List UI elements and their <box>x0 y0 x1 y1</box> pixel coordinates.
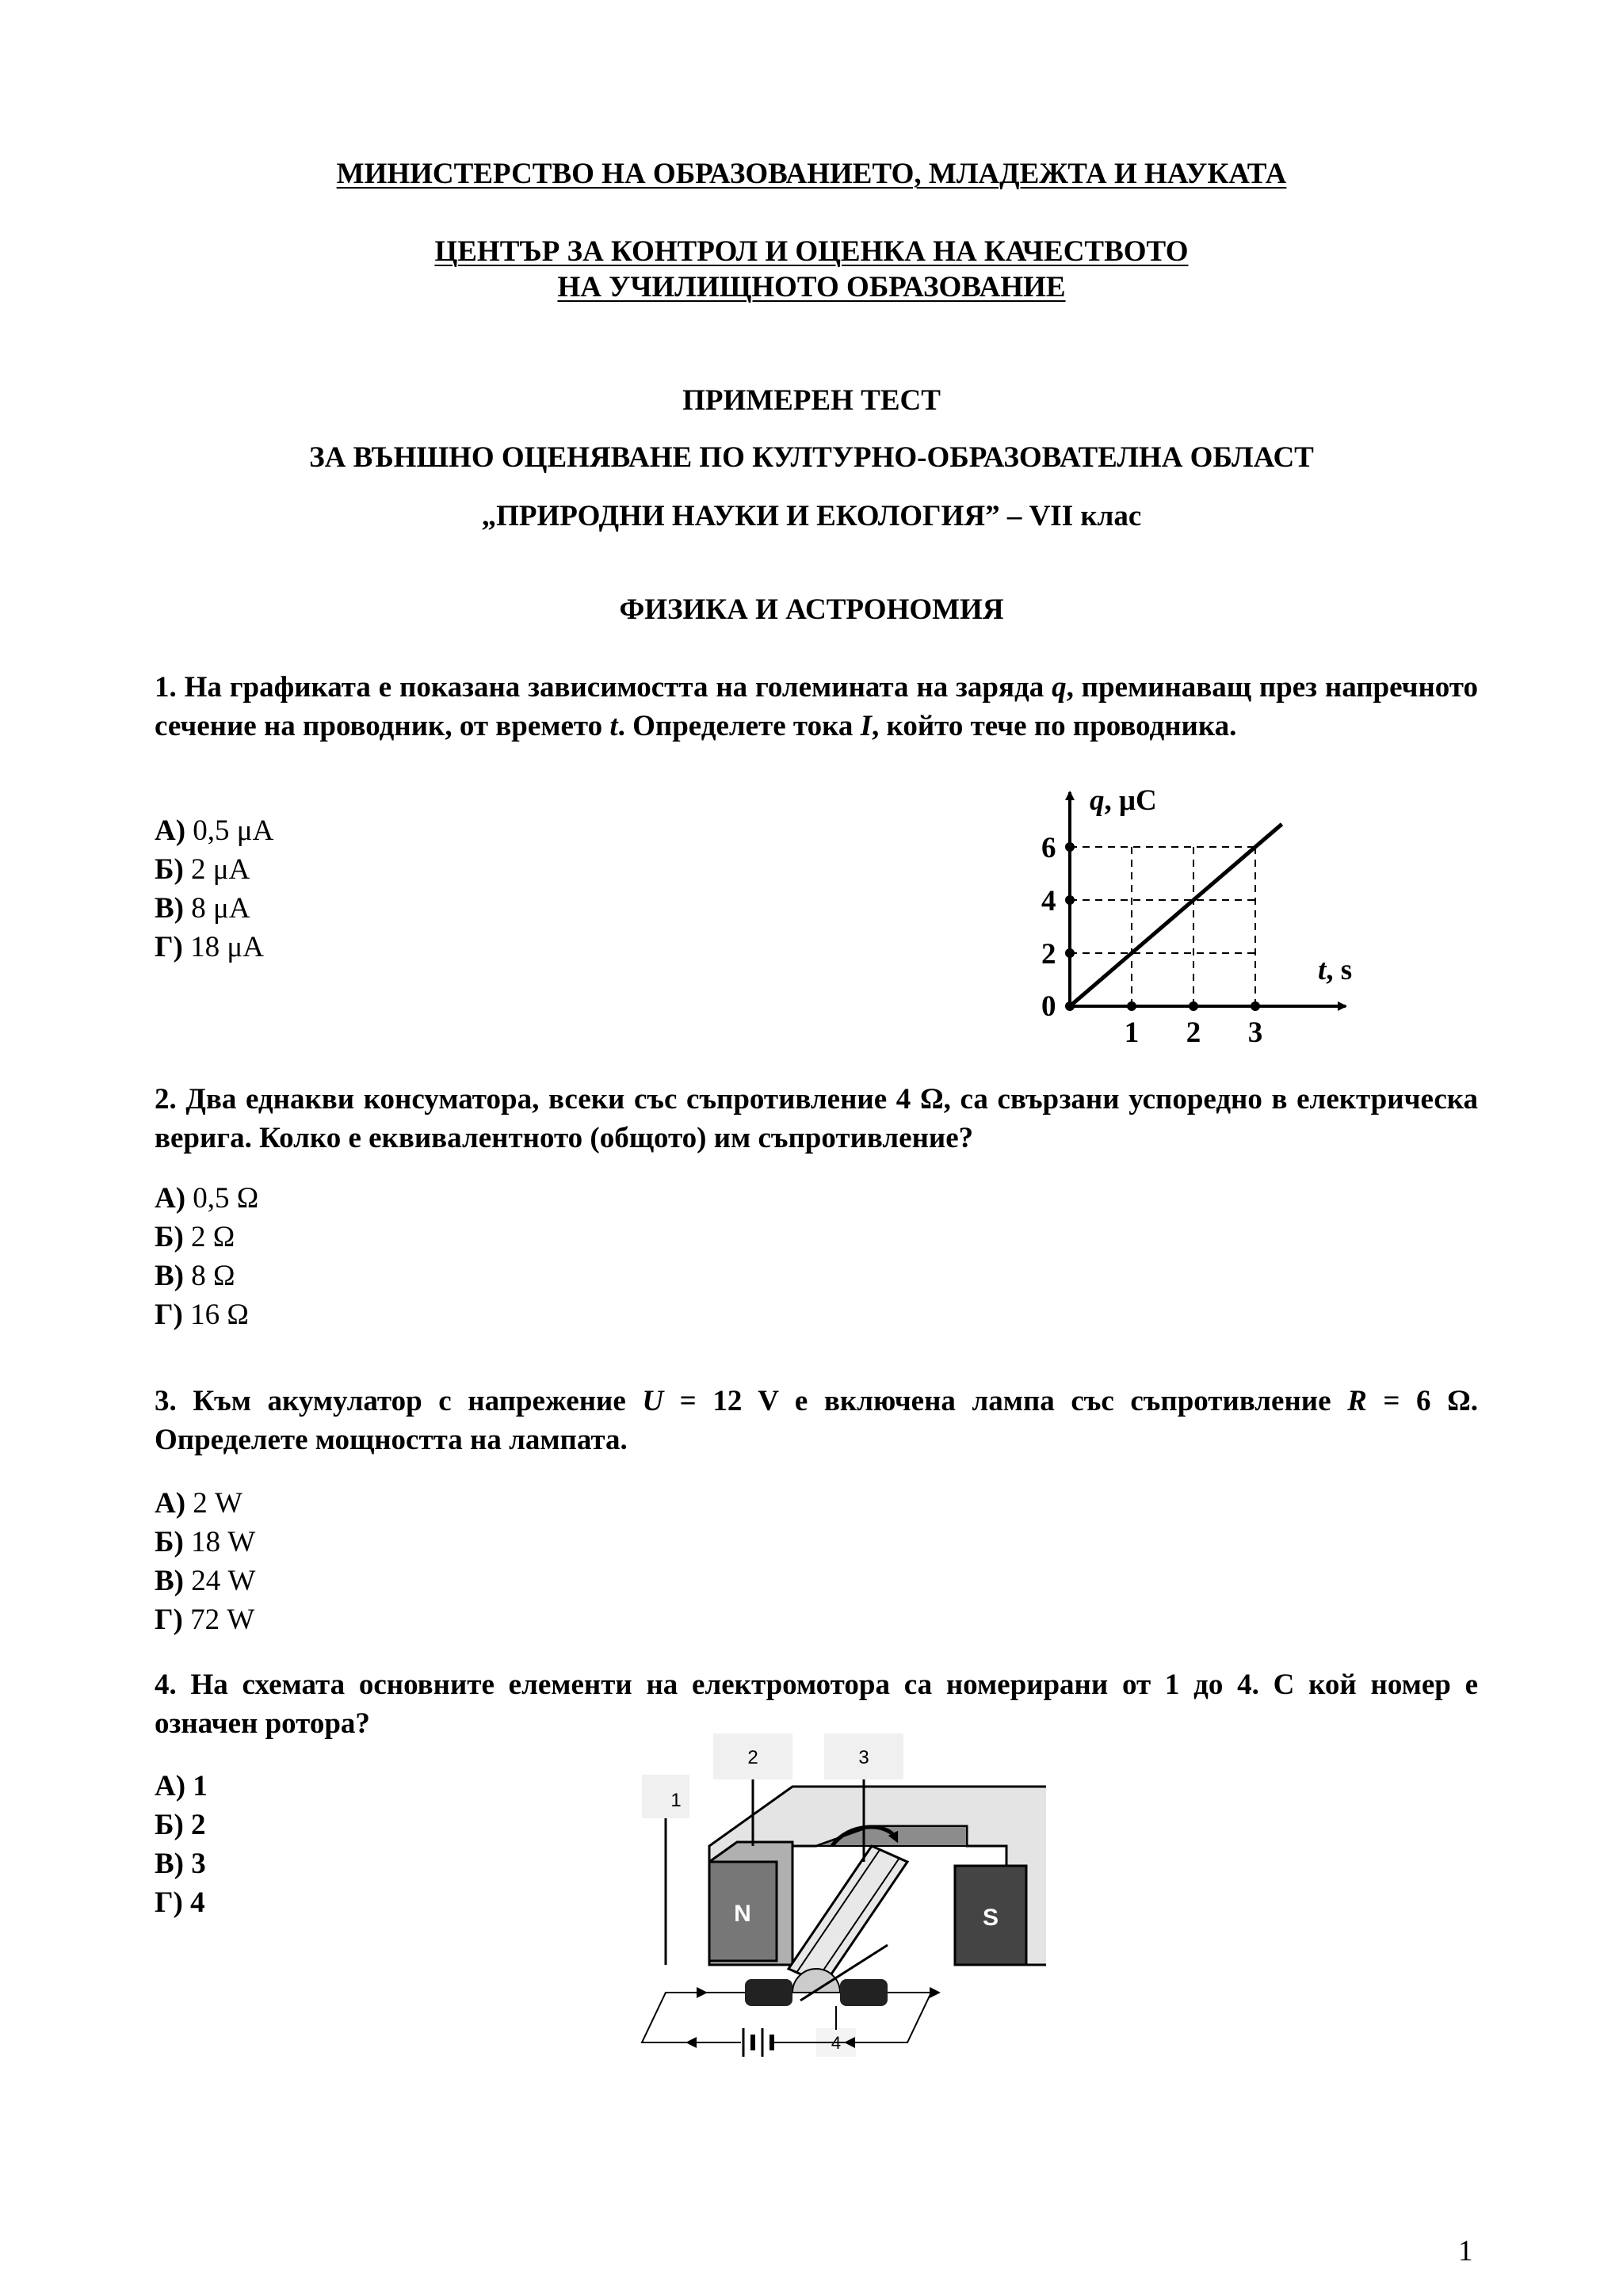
q4-option-a[interactable]: А) 1 <box>155 1770 208 1802</box>
y-tick-dot-4 <box>1065 895 1075 905</box>
question-2: 2. Два еднакви консуматора, всеки със съпротивление 4 Ω, са свързани успоредно в електрическа верига. Колко е еквивалентното (общото) им съпротивление? <box>155 1083 1478 1154</box>
wire-left <box>642 1993 745 2042</box>
brush-right <box>840 1979 888 2006</box>
y-axis-label: q, μC <box>1090 784 1157 817</box>
q1-option-b[interactable]: Б) 2 μA <box>155 853 250 886</box>
test-title: ПРИМЕРЕН ТЕСТ <box>682 384 941 417</box>
electric-motor-diagram <box>634 1727 1046 2060</box>
question-1: 1. На графиката е показана зависимостта на големината на заряда q, преминаващ през напречното сечение на проводник, от времето t. Определете тока I, който тече по проводника. <box>155 671 1478 742</box>
q3-option-a[interactable]: А) 2 W <box>155 1487 242 1520</box>
q4-option-d[interactable]: Г) 4 <box>155 1886 205 1919</box>
brush-left <box>745 1979 792 2006</box>
origin-label: 0 <box>1041 990 1056 1023</box>
south-pole-label: S <box>982 1905 999 1931</box>
q3-option-c[interactable]: В) 24 W <box>155 1565 256 1597</box>
y-tick-label-2: 2 <box>1041 938 1056 971</box>
x-tick-label-1: 1 <box>1124 1016 1140 1046</box>
q2-option-b[interactable]: Б) 2 Ω <box>155 1221 235 1253</box>
q2-option-a[interactable]: А) 0,5 Ω <box>155 1182 259 1215</box>
x-tick-dot-2 <box>1189 1001 1198 1011</box>
motor-label-2: 2 <box>747 1747 758 1768</box>
y-tick-label-4: 4 <box>1041 885 1056 917</box>
x-tick-dot-3 <box>1251 1001 1260 1011</box>
y-tick-label-6: 6 <box>1041 832 1056 864</box>
rotor-coil <box>789 1846 907 1985</box>
center-title-line1: ЦЕНТЪР ЗА КОНТРОЛ И ОЦЕНКА НА КАЧЕСТВОТО <box>434 235 1189 268</box>
x-tick-label-3: 3 <box>1247 1016 1263 1046</box>
origin-dot <box>1065 1001 1075 1011</box>
charge-time-graph <box>1006 776 1371 1046</box>
label-box-1 <box>642 1775 689 1818</box>
q3-option-b[interactable]: Б) 18 W <box>155 1526 256 1558</box>
q1-option-a[interactable]: А) 0,5 μA <box>155 814 274 847</box>
q2-option-d[interactable]: Г) 16 Ω <box>155 1299 249 1331</box>
page-number: 1 <box>1458 2235 1473 2267</box>
y-tick-dot-2 <box>1065 948 1075 958</box>
question-4: 4. На схемата основните елементи на електромотора са номерирани от 1 до 4. С кой номер е означен ротора? <box>155 1669 1479 1740</box>
q1-option-d[interactable]: Г) 18 μA <box>155 931 264 963</box>
ministry-title: МИНИСТЕРСТВО НА ОБРАЗОВАНИЕТО, МЛАДЕЖТА И НАУКАТА <box>336 158 1287 190</box>
data-line-q-t <box>1070 824 1282 1006</box>
x-tick-label-2: 2 <box>1186 1016 1201 1046</box>
q2-option-c[interactable]: В) 8 Ω <box>155 1260 235 1292</box>
motor-label-4: 4 <box>831 2033 842 2053</box>
north-pole-label: N <box>734 1901 751 1927</box>
x-axis-label: t, s <box>1318 954 1353 986</box>
section-title: ФИЗИКА И АСТРОНОМИЯ <box>619 593 1004 626</box>
y-tick-dot-6 <box>1065 842 1075 852</box>
q4-option-c[interactable]: В) 3 <box>155 1848 206 1880</box>
q1-option-c[interactable]: В) 8 μA <box>155 892 250 925</box>
x-tick-dot-1 <box>1127 1001 1136 1011</box>
motor-label-3: 3 <box>858 1747 869 1768</box>
q4-option-b[interactable]: Б) 2 <box>155 1809 206 1841</box>
motor-label-1: 1 <box>670 1790 682 1811</box>
q3-option-d[interactable]: Г) 72 W <box>155 1604 255 1636</box>
center-title-line2: НА УЧИЛИЩНОТО ОБРАЗОВАНИЕ <box>557 271 1066 303</box>
area-name: „ПРИРОДНИ НАУКИ И ЕКОЛОГИЯ” – VII клас <box>481 500 1142 532</box>
test-subtitle: ЗА ВЪНШНО ОЦЕНЯВАНЕ ПО КУЛТУРНО-ОБРАЗОВАТЕЛНА ОБЛАСТ <box>309 441 1314 474</box>
question-3: 3. Към акумулатор с напрежение U = 12 V е включена лампа със съпротивление R = 6 Ω. Определете мощността на лампата. <box>155 1385 1479 1456</box>
